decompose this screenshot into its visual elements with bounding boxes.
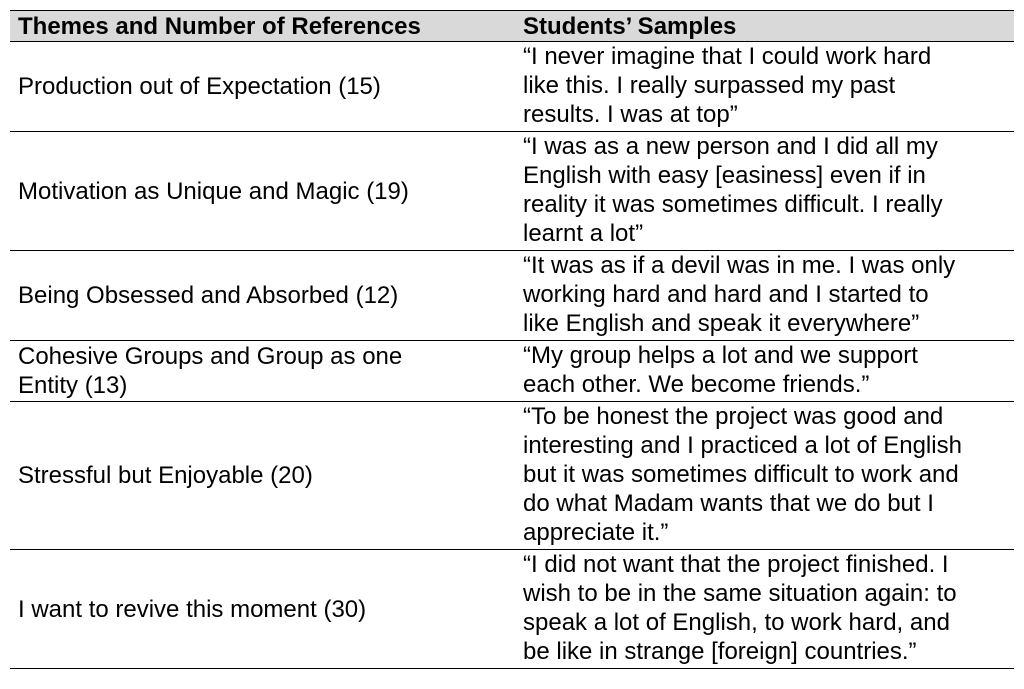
table-header	[10, 11, 1014, 42]
sample-cell: “To be honest the project was good and interesting and I practiced a lot of English but it was sometimes difficult to work and do what Madam wants that we do but I appreciate it.”	[515, 402, 1014, 550]
table-row	[10, 402, 1014, 550]
theme-cell: Stressful but Enjoyable (20)	[10, 402, 515, 550]
header-samples: Students’ Samples	[515, 11, 1014, 42]
sample-cell: “My group helps a lot and we support each other. We become friends.”	[515, 341, 1014, 402]
header-themes: Themes and Number of References	[10, 11, 515, 42]
table-body	[10, 42, 1014, 669]
theme-cell: I want to revive this moment (30)	[10, 550, 515, 669]
theme-cell: Motivation as Unique and Magic (19)	[10, 132, 515, 251]
theme-cell: Production out of Expectation (15)	[10, 42, 515, 132]
table-row	[10, 251, 1014, 341]
themes-table	[10, 10, 1014, 669]
themes-table-container	[10, 10, 1014, 669]
sample-cell: “It was as if a devil was in me. I was only working hard and hard and I started to like English and speak it everywhere”	[515, 251, 1014, 341]
sample-cell: “I never imagine that I could work hard like this. I really surpassed my past results. I was at top”	[515, 42, 1014, 132]
table-row	[10, 132, 1014, 251]
header-row	[10, 11, 1014, 42]
sample-cell: “I did not want that the project finished. I wish to be in the same situation again: to speak a lot of English, to work hard, and be like in strange [foreign] countries.”	[515, 550, 1014, 669]
theme-cell: Being Obsessed and Absorbed (12)	[10, 251, 515, 341]
table-row	[10, 550, 1014, 669]
theme-cell: Cohesive Groups and Group as one Entity (13)	[10, 341, 515, 402]
sample-cell: “I was as a new person and I did all my English with easy [easiness] even if in reality it was sometimes difficult. I really learnt a lot”	[515, 132, 1014, 251]
table-row	[10, 42, 1014, 132]
table-row	[10, 341, 1014, 402]
